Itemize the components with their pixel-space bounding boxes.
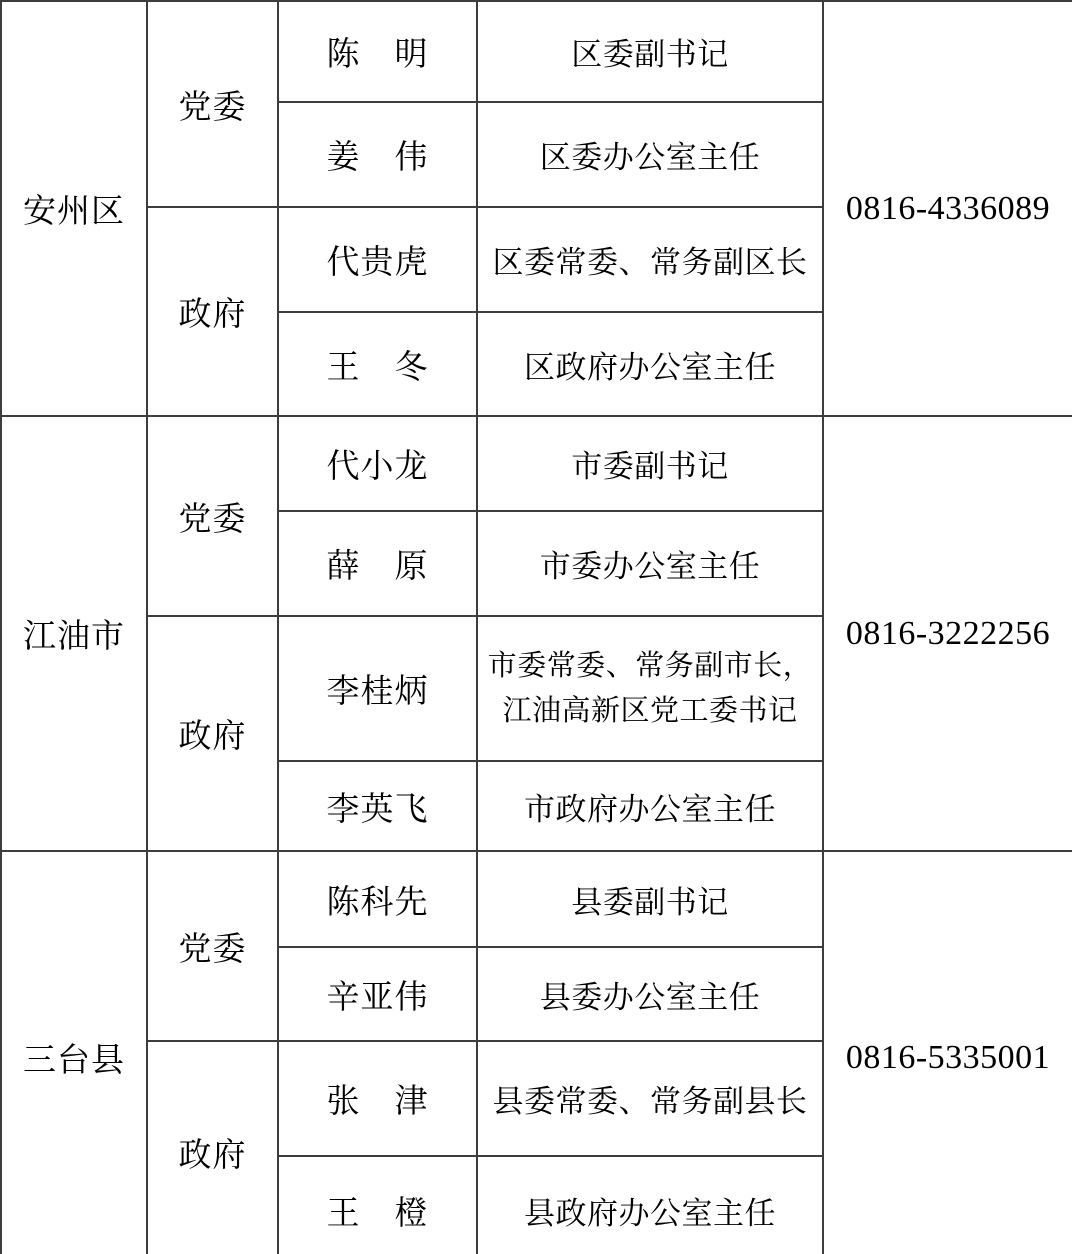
- position-cell: 市委副书记: [477, 416, 823, 511]
- name-cell: 王 冬: [278, 312, 477, 416]
- table-row: [1, 1, 1072, 102]
- position-cell: 区委常委、常务副区长: [477, 207, 823, 312]
- position-cell: 区政府办公室主任: [477, 312, 823, 416]
- table-row: [1, 851, 1072, 947]
- position-cell: 市政府办公室主任: [477, 761, 823, 851]
- org-cell: 党委: [147, 416, 278, 616]
- name-cell: 陈 明: [278, 1, 477, 102]
- position-cell: 县委副书记: [477, 851, 823, 947]
- region-cell: 安州区: [1, 1, 147, 416]
- position-line: 市委常委、常务副市长，: [487, 649, 813, 682]
- region-cell: 三台县: [1, 851, 147, 1254]
- position-cell: 区委办公室主任: [477, 102, 823, 207]
- position-cell: 县委常委、常务副县长: [477, 1041, 823, 1156]
- position-line: 江油高新区党工委书记: [502, 694, 798, 727]
- name-cell: 姜 伟: [278, 102, 477, 207]
- name-cell: 张 津: [278, 1041, 477, 1156]
- name-cell: 代贵虎: [278, 207, 477, 312]
- name-cell: 李英飞: [278, 761, 477, 851]
- position-cell: 县委办公室主任: [477, 947, 823, 1041]
- table-row: [1, 416, 1072, 511]
- position-cell: 区委副书记: [477, 1, 823, 102]
- name-cell: 薛 原: [278, 511, 477, 616]
- position-cell: 市委办公室主任: [477, 511, 823, 616]
- position-cell: [477, 616, 823, 761]
- position-cell: 县政府办公室主任: [477, 1156, 823, 1254]
- org-cell: 政府: [147, 207, 278, 416]
- region-cell: 江油市: [1, 416, 147, 851]
- name-cell: 陈科先: [278, 851, 477, 947]
- name-cell: 王 橙: [278, 1156, 477, 1254]
- name-cell: 李桂炳: [278, 616, 477, 761]
- name-cell: 代小龙: [278, 416, 477, 511]
- org-cell: 党委: [147, 1, 278, 207]
- org-cell: 政府: [147, 1041, 278, 1254]
- phone-cell: 0816-3222256: [823, 416, 1072, 851]
- name-cell: 辛亚伟: [278, 947, 477, 1041]
- phone-cell: 0816-5335001: [823, 851, 1072, 1254]
- org-cell: 政府: [147, 616, 278, 851]
- org-cell: 党委: [147, 851, 278, 1041]
- phone-cell: 0816-4336089: [823, 1, 1072, 416]
